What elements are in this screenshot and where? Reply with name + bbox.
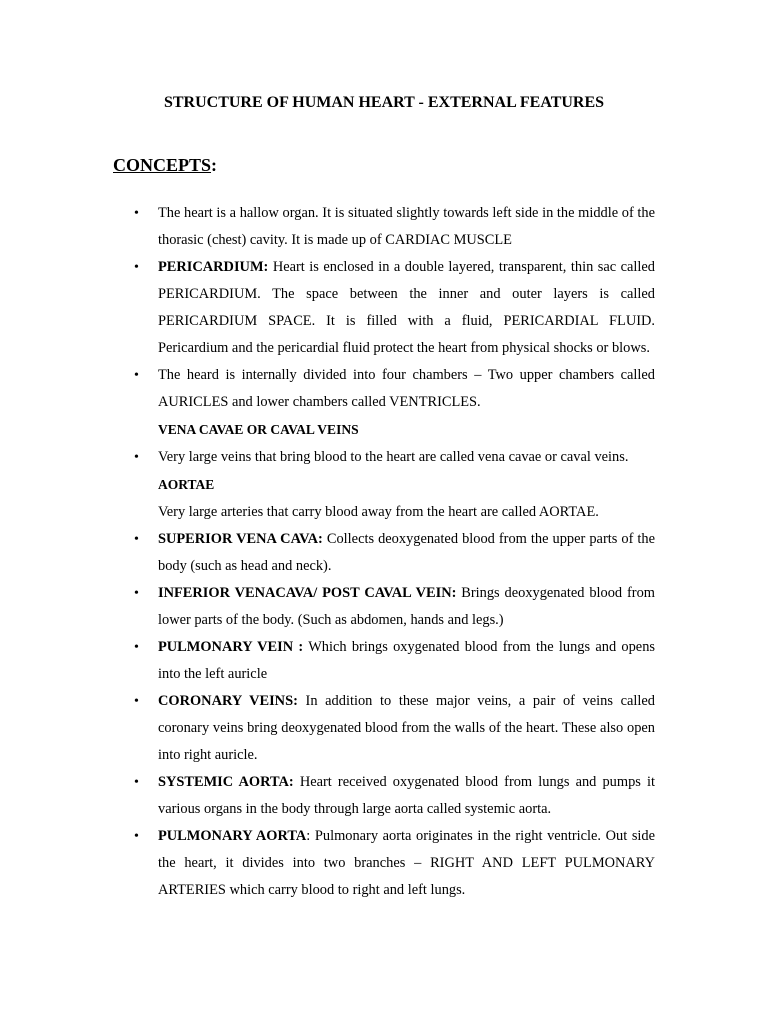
list-item-term: PULMONARY AORTA bbox=[158, 828, 307, 844]
list-item-term: CORONARY VEINS: bbox=[158, 693, 298, 709]
list-item-pericardium bbox=[158, 254, 655, 362]
list-item-text: In addition to these major veins, a pair of veins called coronary veins bring deoxygenated blood from the walls of the heart. These also open into right auricle. bbox=[158, 693, 655, 763]
list-item-term: PERICARDIUM: bbox=[158, 259, 269, 275]
list-item-pulmonary-aorta bbox=[158, 823, 655, 904]
aortae-heading bbox=[158, 471, 655, 499]
list-item-term: INFERIOR VENACAVA/ POST CAVAL VEIN: bbox=[158, 585, 457, 601]
concepts-heading bbox=[113, 154, 217, 176]
list-item-inferior-vena-cava bbox=[158, 580, 655, 634]
list-item-text: Brings deoxygenated blood from lower parts of the body. (Such as abdomen, hands and legs.) bbox=[158, 585, 655, 628]
list-item-chambers bbox=[158, 362, 655, 416]
aortae-description bbox=[158, 499, 655, 526]
list-item-text: The heard is internally divided into four chambers – Two upper chambers called AURICLES and lower chambers called VENTRICLES. bbox=[158, 367, 655, 410]
vena-cavae-heading bbox=[158, 416, 655, 444]
section-subheading: VENA CAVAE OR CAVAL VEINS bbox=[158, 422, 359, 437]
list-item-term: SUPERIOR VENA CAVA: bbox=[158, 531, 323, 547]
list-item-text: Very large veins that bring blood to the heart are called vena cavae or caval veins. bbox=[158, 449, 629, 465]
list-item-text: Heart received oxygenated blood from lungs and pumps it various organs in the body through large aorta called systemic aorta. bbox=[158, 774, 655, 817]
concepts-list bbox=[0, 200, 768, 904]
list-item-text: : Pulmonary aorta originates in the right ventricle. Out side the heart, it divides into two branches – RIGHT AND LEFT PULMONARY ARTERIES which carry blood to right and left lungs. bbox=[158, 828, 655, 898]
list-item-term: SYSTEMIC AORTA: bbox=[158, 774, 294, 790]
list-item-heart bbox=[158, 200, 655, 254]
list-item-term: PULMONARY VEIN : bbox=[158, 639, 304, 655]
concepts-heading-word: CONCEPTS bbox=[113, 155, 212, 175]
list-item-text: Which brings oxygenated blood from the lungs and opens into the left auricle bbox=[158, 639, 655, 682]
concepts-heading-colon: : bbox=[211, 155, 218, 175]
list-item-text: Heart is enclosed in a double layered, transparent, thin sac called PERICARDIUM. The space between the inner and outer layers is called PERICARDIUM SPACE. It is filled with a fluid, PERICARDIAL FLUID. Pericardium and the pericardial fluid protect the heart from physical shocks or blows. bbox=[158, 259, 655, 356]
list-item-text: The heart is a hallow organ. It is situated slightly towards left side in the middle of the thorasic (chest) cavity. It is made up of CARDIAC MUSCLE bbox=[158, 205, 655, 248]
list-item-systemic-aorta bbox=[158, 769, 655, 823]
list-item-superior-vena-cava bbox=[158, 526, 655, 580]
section-subheading: AORTAE bbox=[158, 477, 215, 492]
paragraph-text: Very large arteries that carry blood away from the heart are called AORTAE. bbox=[158, 504, 599, 520]
list-item-coronary-veins bbox=[158, 688, 655, 769]
list-item-large-veins bbox=[158, 444, 655, 471]
list-item-pulmonary-vein bbox=[158, 634, 655, 688]
list-item-text: Collects deoxygenated blood from the upper parts of the body (such as head and neck). bbox=[158, 531, 655, 574]
document-title: STRUCTURE OF HUMAN HEART - EXTERNAL FEATURES bbox=[163, 94, 605, 111]
